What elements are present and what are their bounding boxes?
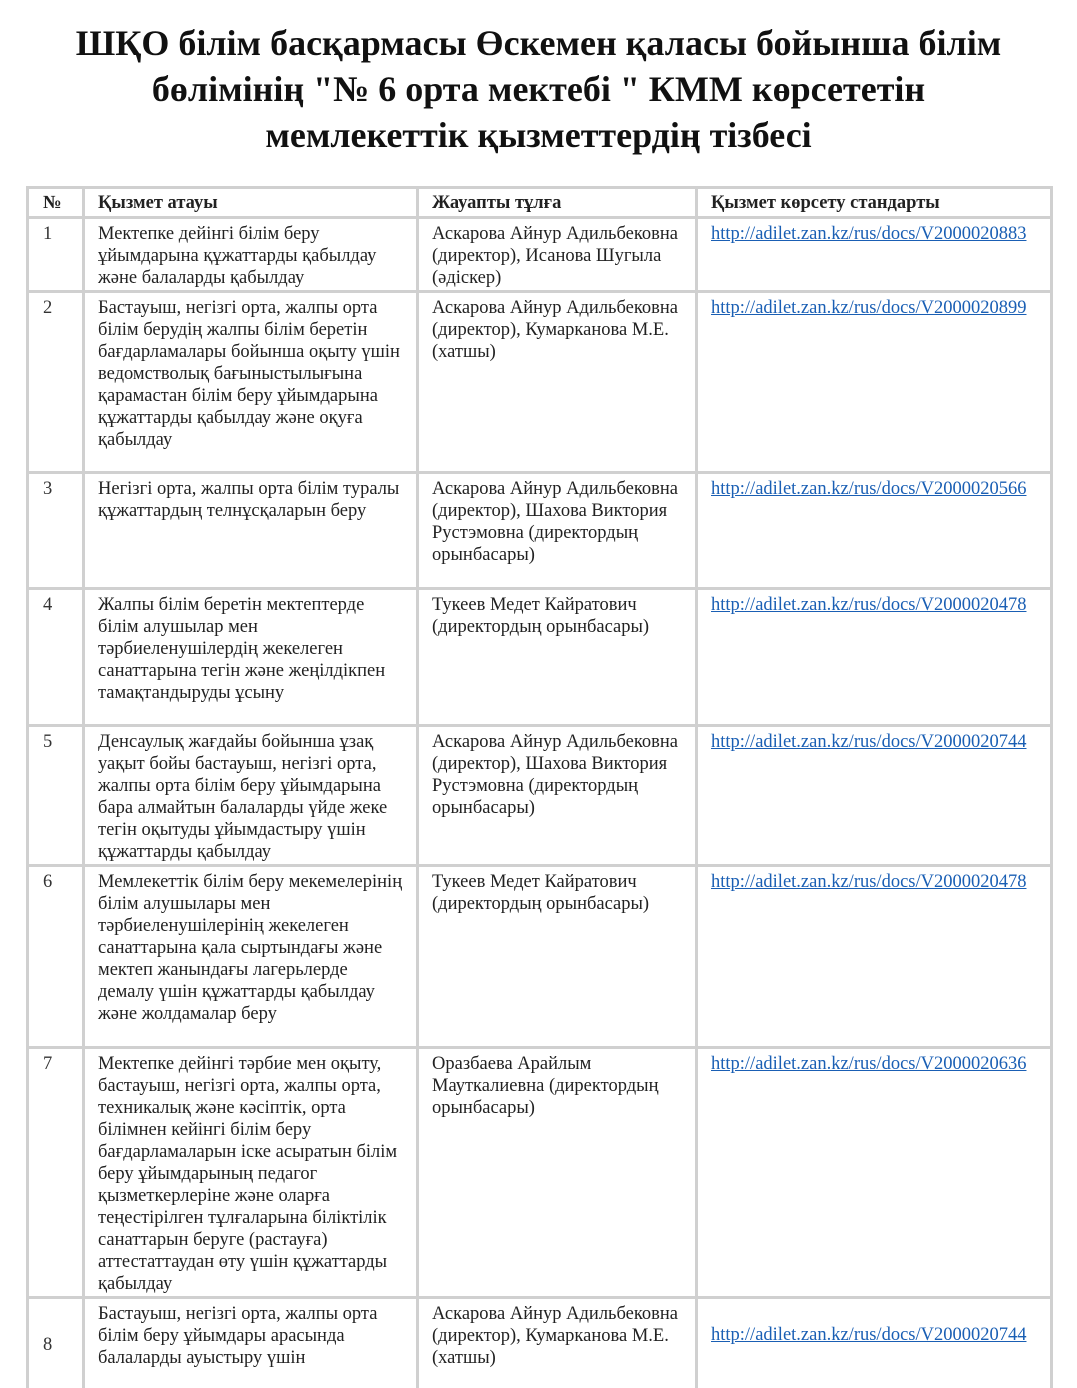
standard-link[interactable]: http://adilet.zan.kz/rus/docs/V2000020744 — [711, 1325, 1027, 1345]
table-row — [28, 218, 1052, 292]
row-number: 5 — [28, 726, 84, 866]
row-number: 6 — [28, 866, 84, 1048]
header-num: № — [28, 188, 84, 218]
table-row — [28, 589, 1052, 726]
document-title — [0, 20, 1077, 158]
row-number: 3 — [28, 473, 84, 589]
service-name: Бастауыш, негізгі орта, жалпы орта білім беру ұйымдары арасында балаларды ауыстыру үшін — [84, 1298, 418, 1388]
title-line-2: бөлімінің "№ 6 орта мектебі " КММ көрсететін — [151, 69, 926, 109]
service-name: Мектепке дейінгі тәрбие мен оқыту, бастауыш, негізгі орта, жалпы орта, техникалық және кәсіптік, орта білімнен кейінгі білім беру бағдарламаларын іске асыратын білім беру ұйымдарының педагог қызметкерлеріне және оларға теңестірілген тұлғаларына біліктілік санаттарын беруге (растауға) аттестаттаудан өту үшін құжаттарды қабылдау — [84, 1048, 418, 1298]
table-row — [28, 473, 1052, 589]
title-line-3: мемлекеттік қызметтердің тізбесі — [265, 115, 812, 155]
responsible-person: Оразбаева Арайлым Мауткалиевна (директордың орынбасары) — [418, 1048, 697, 1298]
responsible-person: Аскарова Айнур Адильбековна (директор), Исанова Шугыла (әдіскер) — [418, 218, 697, 292]
responsible-person: Тукеев Медет Кайратович (директордың орынбасары) — [418, 866, 697, 1048]
table-row — [28, 726, 1052, 866]
service-name: Бастауыш, негізгі орта, жалпы орта білім берудің жалпы білім беретін бағдарламалары бойынша оқыту үшін ведомстволық бағыныстылығына қарамастан білім беру ұйымдарына құжаттарды қабылдау және оқуға қабылдау — [84, 292, 418, 473]
row-number: 1 — [28, 218, 84, 292]
standard-link[interactable]: http://adilet.zan.kz/rus/docs/V2000020883 — [711, 224, 1027, 244]
responsible-person: Аскарова Айнур Адильбековна (директор), Кумарканова М.Е. (хатшы) — [418, 292, 697, 473]
service-name: Жалпы білім беретін мектептерде білім алушылар мен тәрбиеленушілердің жекелеген санаттарына тегін және жеңілдікпен тамақтандыруды ұсыну — [84, 589, 418, 726]
responsible-person: Тукеев Медет Кайратович (директордың орынбасары) — [418, 589, 697, 726]
table-header-row — [28, 188, 1052, 218]
title-line-1: ШҚО білім басқармасы Өскемен қаласы бойынша білім — [75, 23, 1002, 63]
responsible-person: Аскарова Айнур Адильбековна (директор), Шахова Виктория Рустэмовна (директордың орынбасары) — [418, 473, 697, 589]
service-name: Мектепке дейінгі білім беру ұйымдарына құжаттарды қабылдау және балаларды қабылдау — [84, 218, 418, 292]
table-row — [28, 292, 1052, 473]
table-row — [28, 1048, 1052, 1298]
responsible-person: Аскарова Айнур Адильбековна (директор), Шахова Виктория Рустэмовна (директордың орынбасары) — [418, 726, 697, 866]
row-number: 8 — [28, 1298, 84, 1388]
standard-link[interactable]: http://adilet.zan.kz/rus/docs/V2000020899 — [711, 298, 1027, 318]
standard-link[interactable]: http://adilet.zan.kz/rus/docs/V2000020744 — [711, 732, 1027, 752]
standard-link[interactable]: http://adilet.zan.kz/rus/docs/V2000020478 — [711, 872, 1027, 892]
row-number: 7 — [28, 1048, 84, 1298]
standard-link[interactable]: http://adilet.zan.kz/rus/docs/V2000020478 — [711, 595, 1027, 615]
header-service: Қызмет атауы — [84, 188, 418, 218]
header-person: Жауапты тұлға — [418, 188, 697, 218]
table-row — [28, 1298, 1052, 1388]
service-name: Мемлекеттік білім беру мекемелерінің білім алушылары мен тәрбиеленушілерінің жекелеген санаттарына қала сыртындағы және мектеп жанындағы лагерьлерде демалу үшін құжаттарды қабылдау және жолдамалар беру — [84, 866, 418, 1048]
service-name: Негізгі орта, жалпы орта білім туралы құжаттардың телнұсқаларын беру — [84, 473, 418, 589]
services-table — [26, 186, 1053, 1388]
standard-link[interactable]: http://adilet.zan.kz/rus/docs/V2000020566 — [711, 479, 1027, 499]
responsible-person: Аскарова Айнур Адильбековна (директор), Кумарканова М.Е. (хатшы) — [418, 1298, 697, 1388]
standard-link[interactable]: http://adilet.zan.kz/rus/docs/V2000020636 — [711, 1054, 1027, 1074]
row-number: 2 — [28, 292, 84, 473]
header-standard: Қызмет көрсету стандарты — [697, 188, 1052, 218]
service-name: Денсаулық жағдайы бойынша ұзақ уақыт бойы бастауыш, негізгі орта, жалпы орта білім беру ұйымдарына бара алмайтын балаларды үйде жеке тегін оқытуды ұйымдастыру үшін құжаттарды қабылдау — [84, 726, 418, 866]
row-number: 4 — [28, 589, 84, 726]
table-row — [28, 866, 1052, 1048]
